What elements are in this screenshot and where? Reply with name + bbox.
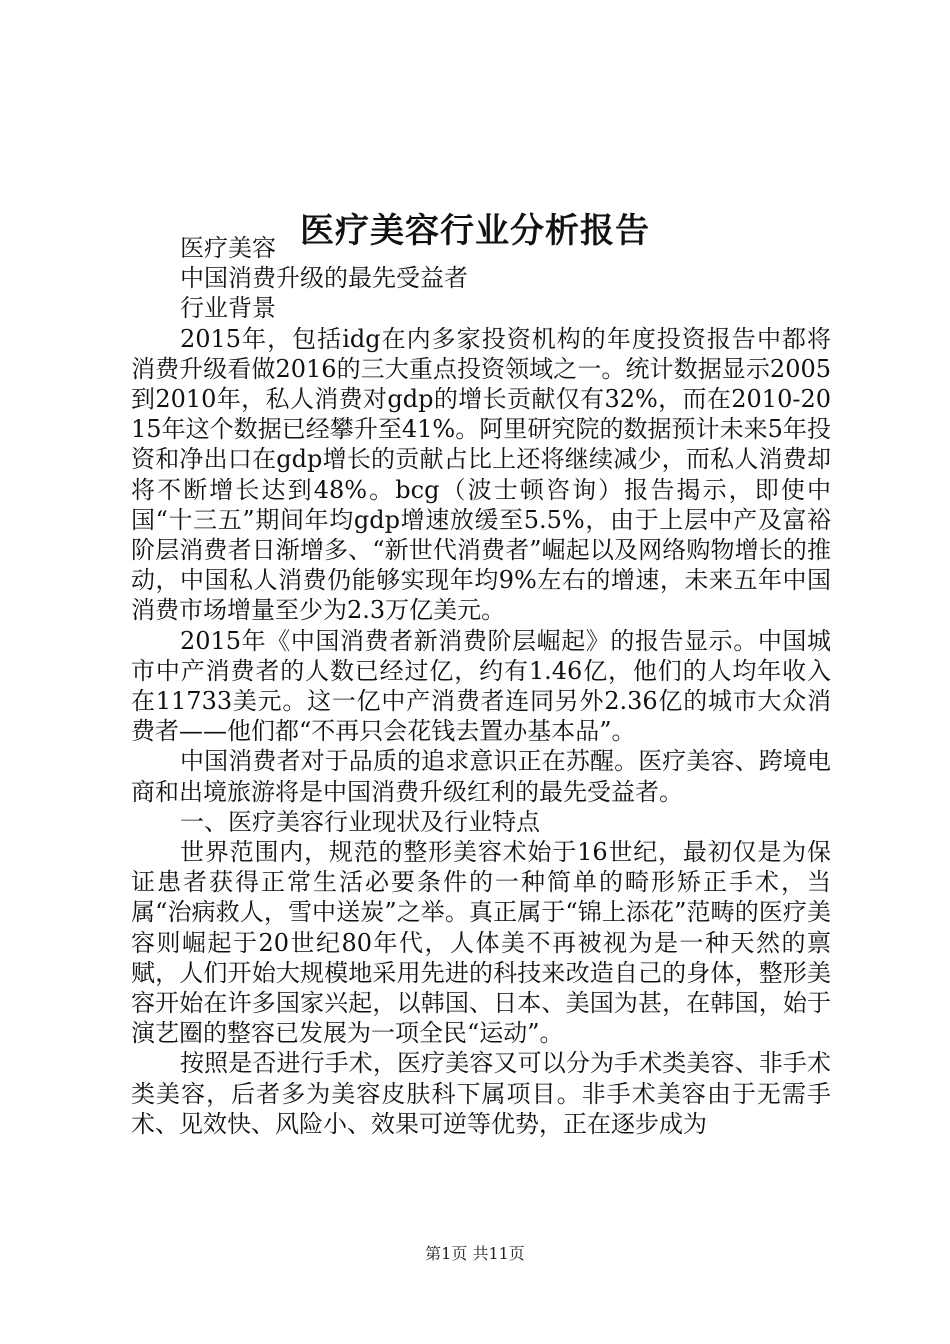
- document-body: [131, 233, 831, 1139]
- paragraph-classification: 按照是否进行手术，医疗美容又可以分为手术类美容、非手术类美容，后者多为美容皮肤科下属项目。非手术美容由于无需手术、见效快、风险小、效果可逆等优势，正在逐步成为: [131, 1049, 831, 1138]
- document-title: 医疗美容行业分析报告: [300, 210, 650, 251]
- paragraph-quality-awareness: 中国消费者对于品质的追求意识正在苏醒。医疗美容、跨境电商和出境旅游将是中国消费升级红利的最先受益者。: [131, 747, 831, 806]
- paragraph-section-status: 一、医疗美容行业现状及行业特点: [180, 807, 540, 836]
- paragraph-consumption-upgrade: 2015年，包括idg在内多家投资机构的年度投资报告中都将消费升级看做2016的三大重点投资领域之一。统计数据显示2005到2010年，私人消费对gdp的增长贡献仅有32%，而在2010-2015年这个数据已经攀升至41%。阿里研究院的数据预计未来5年投资和净出口在gdp增长的贡献占比上还将继续减少，而私人消费却将不断增长达到48%。bcg（波士顿咨询）报告揭示，即使中国“十三五”期间年均gdp增速放缓至5.5%，由于上层中产及富裕阶层消费者日渐增多、“新世代消费者”崛起以及网络购物增长的推动，中国私人消费仍能够实现年均9%左右的增速，未来五年中国消费市场增量至少为2.3万亿美元。: [131, 324, 831, 625]
- paragraph-middle-class-report: 2015年《中国消费者新消费阶层崛起》的报告显示。中国城市中产消费者的人数已经过亿，约有1.46亿，他们的人均年收入在11733美元。这一亿中产消费者连同另外2.36亿的城市大众消费者——他们都“不再只会花钱去置办基本品”。: [131, 626, 831, 746]
- page-footer: 第1页 共11页: [425, 1244, 525, 1263]
- paragraph-heading-medical-beauty: 医疗美容: [180, 234, 276, 262]
- paragraph-subtitle: 中国消费升级的最先受益者: [180, 264, 468, 293]
- paragraph-section-background: 行业背景: [180, 294, 276, 323]
- paragraph-history: 世界范围内，规范的整形美容术始于16世纪，最初仅是为保证患者获得正常生活必要条件的一种简单的畸形矫正手术，当属“治病救人，雪中送炭”之举。真正属于“锦上添花”范畴的医疗美容则崛起于20世纪80年代，人体美不再被视为是一种天然的禀赋，人们开始大规模地采用先进的科技来改造自己的身体，整形美容开始在许多国家兴起，以韩国、日本、美国为甚，在韩国，始于演艺圈的整容已发展为一项全民“运动”。: [131, 838, 831, 1048]
